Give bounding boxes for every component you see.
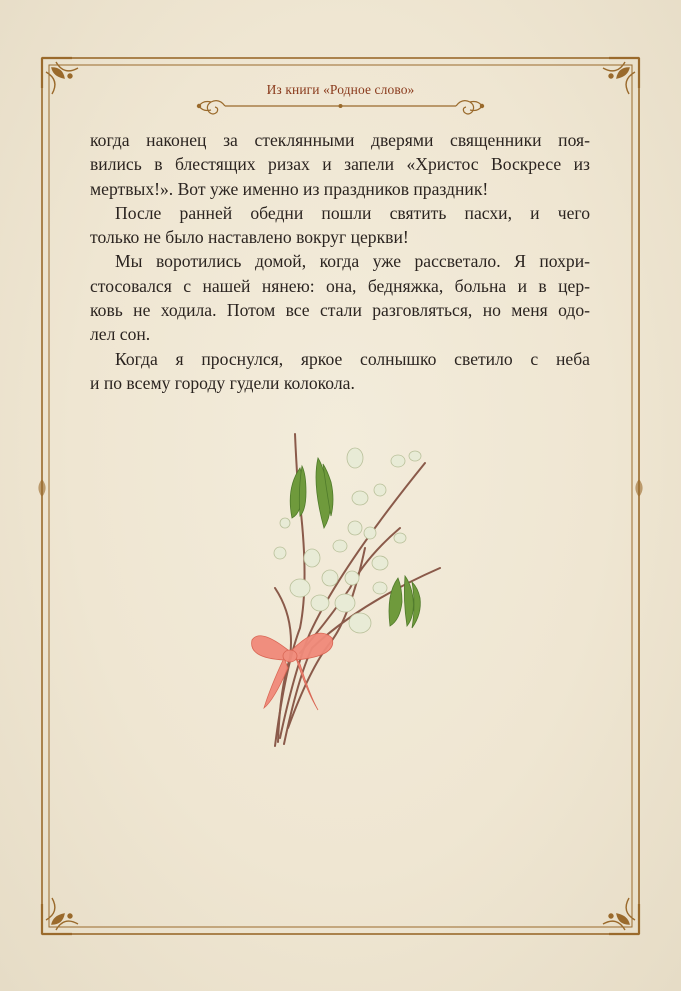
text-line: ковь не ходила. Потом все стали разговляться, но меня одо- [90,300,590,321]
text-line: После ранней обедни пошли святить пасхи, и чего [115,202,590,223]
text-line: стосовался с нашей нянею: она, бедняжка, больна и в цер- [90,275,590,296]
text-line: и по всему городу гудели колокола. [90,372,355,393]
text-line: Когда я проснулся, яркое солнышко светило с неба [115,348,590,369]
text-line: когда наконец за стеклянными дверями священники поя- [90,130,590,150]
text-line: только не было наставлено вокруг церкви! [90,227,409,248]
running-header-title: Из книги «Родное слово» [266,82,415,97]
text-line: вились в блестящих ризах и запели «Христос Воскресе из [90,154,590,175]
pussy-willow-bouquet-icon [240,428,450,750]
text-line: лел сон. [90,324,151,345]
text-line: мертвых!». Вот уже именно из праздников праздник! [90,178,489,199]
header-flourish-icon [195,93,486,119]
body-text [90,128,590,395]
text-line: Мы воротились домой, когда уже рассветало. Я похри- [115,251,590,272]
